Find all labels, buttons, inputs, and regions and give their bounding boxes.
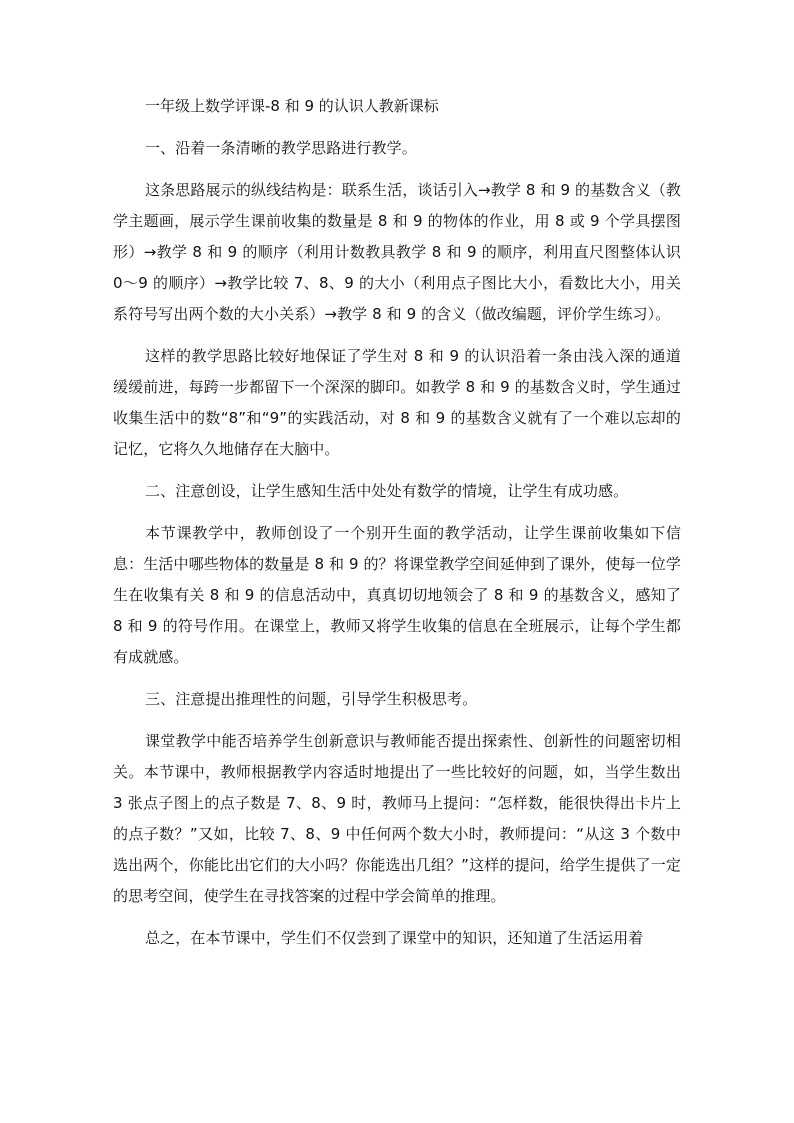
paragraph-collecting-activity: 本节课教学中，教师创设了一个别开生面的教学活动，让学生课前收集如下信息：生活中哪些物体的数量是 8 和 9 的？将课堂教学空间延伸到了课外，使每一位学生在收集有关 8 和 9 的信息活动中，真真切切地领会了 8 和 9 的基数含义，感知了 8 和 9 的符号作用。在课堂上，教师又将学生收集的信息在全班展示，让每个学生都有成就感。 [113, 524, 681, 666]
section-heading-1: 一、沿着一条清晰的教学思路进行教学。 [145, 139, 417, 157]
paragraph-conclusion: 总之，在本节课中，学生们不仅尝到了课堂中的知识，还知道了生活运用着 [145, 929, 644, 947]
section-heading-2: 二、注意创设，让学生感知生活中处处有数学的情境，让学生有成功感。 [145, 482, 629, 500]
document-title: 一年级上数学评课-8 和 9 的认识人教新课标 [145, 97, 439, 115]
paragraph-teaching-effect: 这样的教学思路比较好地保证了学生对 8 和 9 的认识沿着一条由浅入深的通道缓缓前进，每跨一步都留下一个深深的脚印。如教学 8 和 9 的基数含义时，学生通过收集生活中的数“8”和“9”的实践活动，对 8 和 9 的基数含义就有了一个难以忘却的记忆，它将久久地储存在大脑中。 [113, 347, 681, 458]
paragraph-teaching-structure: 这条思路展示的纵线结构是：联系生活，谈话引入→教学 8 和 9 的基数含义（教学主题画，展示学生课前收集的数量是 8 和 9 的物体的作业，用 8 或 9 个学具摆图形）→教学 8 和 9 的顺序（利用计数教具教学 8 和 9 的顺序，利用直尺图整体认识 0～9 的顺序）→教学比较 7、8、9 的大小（利用点子图比大小，看数比大小，用关系符号写出两个数的大小关系）→教学 8 和 9 的含义（做改编题，评价学生练习）。 [113, 181, 681, 323]
paragraph-reasoning-questions: 课堂教学中能否培养学生创新意识与教师能否提出探索性、创新性的问题密切相关。本节课中，教师根据教学内容适时地提出了一些比较好的问题，如，当学生数出 3 张点子图上的点子数是 7、8、9 时，教师马上提问：“怎样数，能很快得出卡片上的点子数？”又如，比较 7、8、9 中任何两个数大小时，教师提问：“从这 3 个数中选出两个，你能比出它们的大小吗？你能选出几组？”这样的提问，给学生提供了一定的思考空间，使学生在寻找答案的过程中学会简单的推理。 [113, 732, 681, 905]
section-heading-3: 三、注意提出推理性的问题，引导学生积极思考。 [145, 690, 478, 708]
document-page [113, 91, 681, 965]
